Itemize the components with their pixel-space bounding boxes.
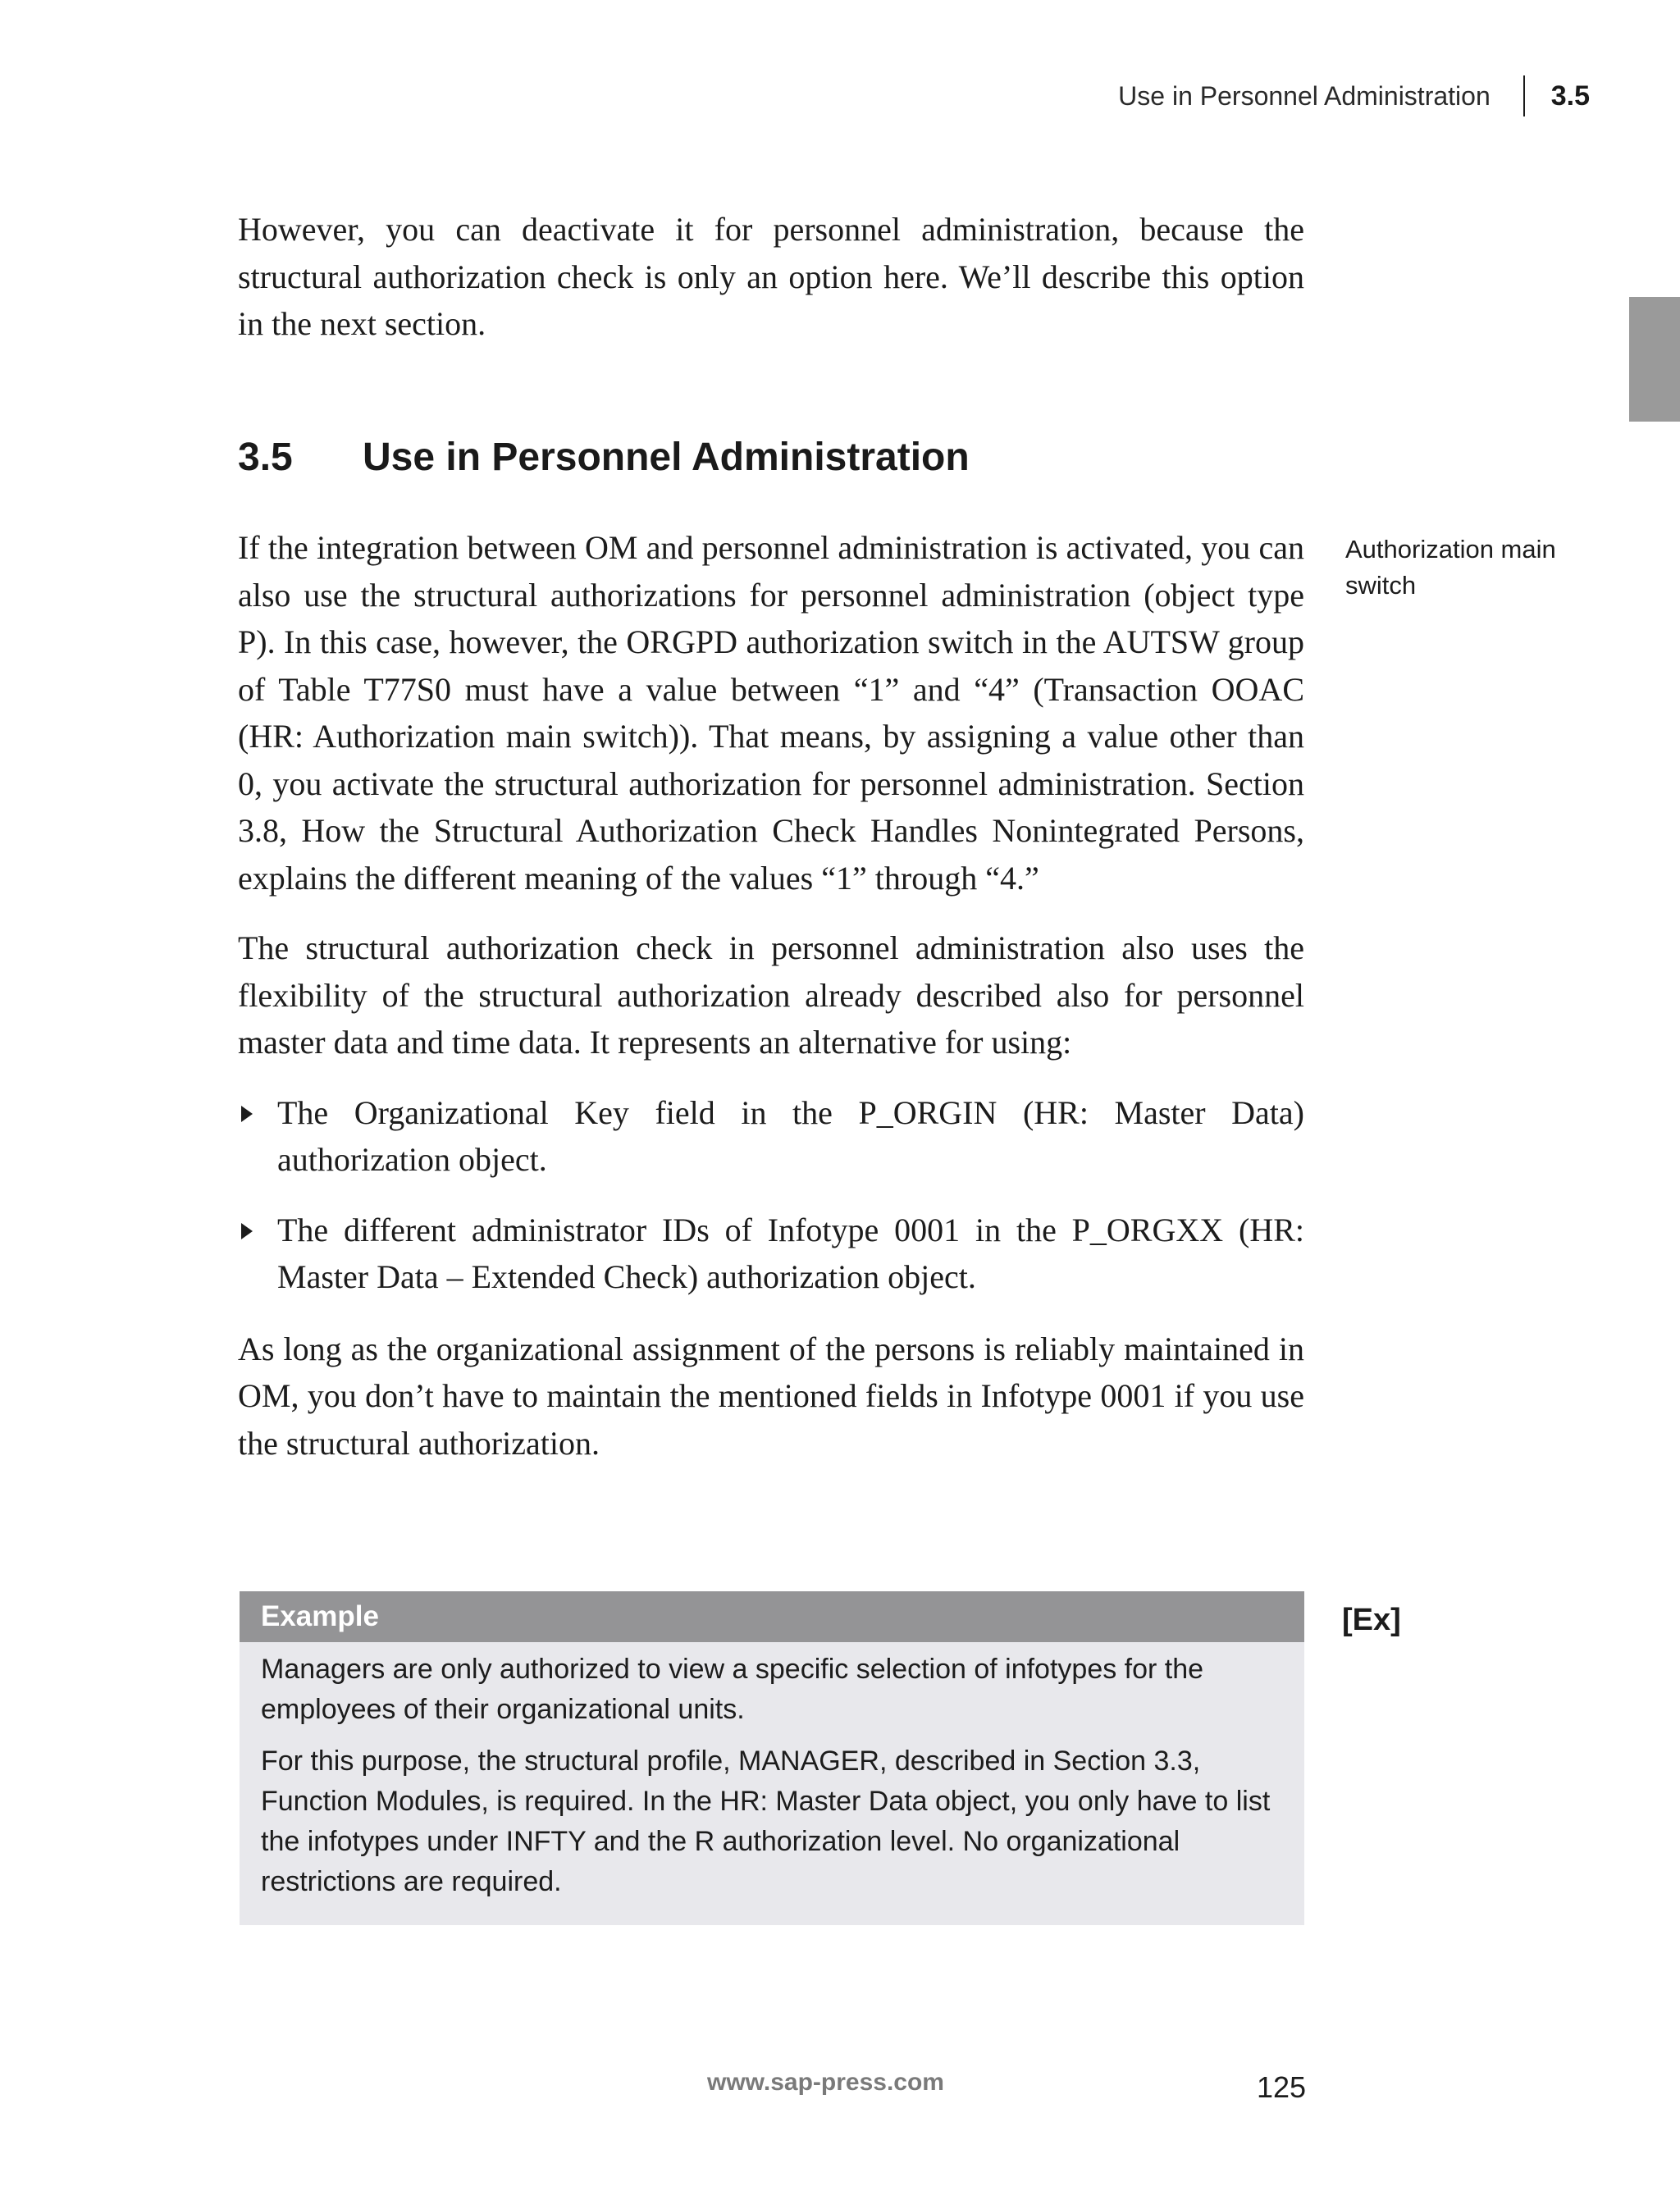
section-title: Use in Personnel Administration	[363, 436, 970, 479]
running-header-title: Use in Personnel Administration	[1118, 80, 1491, 111]
body-paragraph: If the integration between OM and personnel administration is activated, you can also use the structural authorizations for personnel administration (object type P). In this case, however, the ORGPD authorization switch in the AUTSW group of Table T77S0 must have a value between “1” and “4” (Transaction OOAC (HR: Authorization main switch)). That means, by assigning a value other than 0, you activate the structural authorization for personnel administration. Section 3.8, How the Structural Authorization Check Handles Nonintegrated Persons, explains the different meaning of the values “1” through “4.”	[238, 529, 1304, 897]
intro-paragraph: However, you can deactivate it for personnel administration, because the structural authorization check is only an option here. We’ll describe this option in the next section.	[238, 211, 1304, 342]
running-header	[1118, 75, 1590, 116]
section-number: 3.5	[238, 436, 293, 479]
footer-url: www.sap-press.com	[707, 2069, 944, 2096]
example-header: Example	[240, 1591, 1304, 1642]
example-paragraph: For this purpose, the structural profile, MANAGER, described in Section 3.3, Function Modules, is required. In the HR: Master Data object, you only have to list the infotypes under INFTY and the R authorization level. No organizational restrictions are required.	[261, 1746, 1271, 1897]
example-body	[240, 1646, 1304, 1925]
bullet-item: The different administrator IDs of Infotype 0001 in the P_ORGXX (HR: Master Data – Extended Check) authorization object.	[238, 1207, 1304, 1301]
bullet-item: The Organizational Key field in the P_ORGIN (HR: Master Data) authorization object.	[238, 1089, 1304, 1184]
margin-note: Authorization main switch	[1345, 535, 1556, 600]
body-paragraph: The structural authorization check in personnel administration also uses the flexibility of the structural authorization already described also for personnel master data and time data. It represents an alternative for using:	[238, 929, 1304, 1061]
chapter-thumb-tab	[1629, 297, 1680, 422]
page-number: 125	[1257, 2070, 1307, 2104]
running-header-section-number: 3.5	[1550, 80, 1590, 112]
main-text-column	[238, 524, 1304, 1490]
example-paragraph: Managers are only authorized to view a specific selection of infotypes for the employees of their organizational units.	[261, 1654, 1204, 1725]
header-divider	[1523, 75, 1525, 116]
example-marker-icon: [Ex]	[1342, 1603, 1401, 1637]
example-box	[240, 1591, 1304, 1925]
bullet-list	[238, 1089, 1304, 1301]
section-heading	[238, 435, 970, 480]
closing-paragraph: As long as the organizational assignment of the persons is reliably maintained in OM, you don’t have to maintain the mentioned fields in Infotype 0001 if you use the structural authorization.	[238, 1330, 1304, 1462]
